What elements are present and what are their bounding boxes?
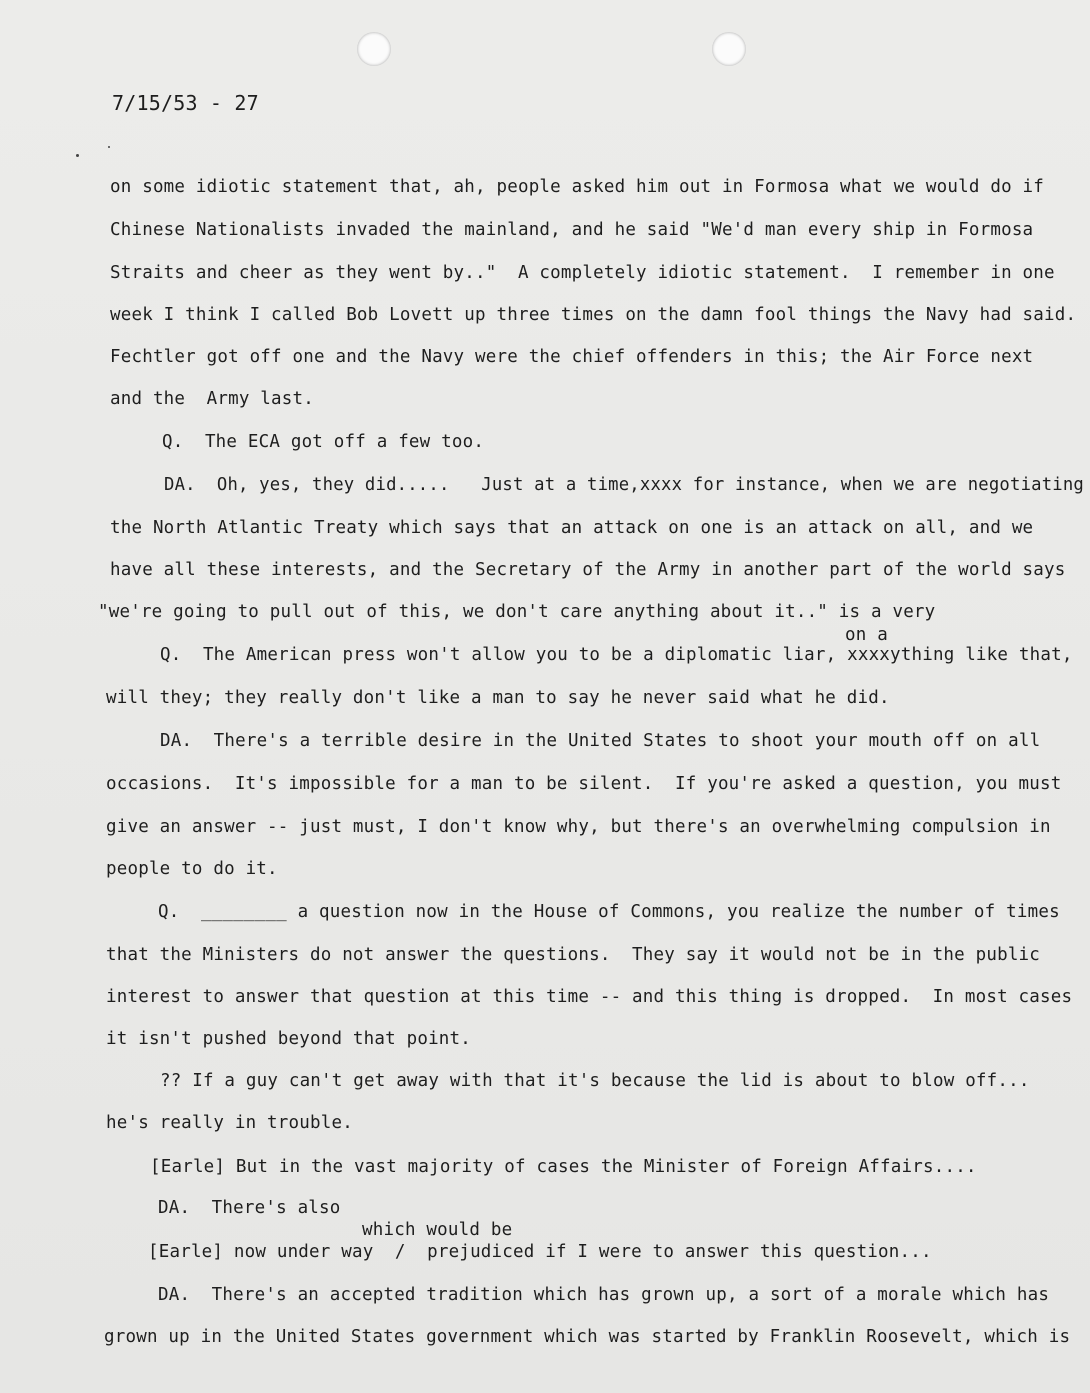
text-line: that the Ministers do not answer the questions. They say it would not be in the public bbox=[106, 945, 1041, 965]
text-line: people to do it. bbox=[106, 859, 278, 879]
text-line: he's really in trouble. bbox=[106, 1113, 353, 1133]
text-line: Q. ________ a question now in the House of Commons, you realize the number of times bbox=[158, 902, 1060, 922]
text-line: Chinese Nationalists invaded the mainland, and he said "We'd man every ship in Formosa bbox=[110, 220, 1034, 240]
text-line: it isn't pushed beyond that point. bbox=[106, 1029, 472, 1049]
text-line: ?? If a guy can't get away with that it's because the lid is about to blow off... bbox=[160, 1071, 1030, 1091]
text-line: give an answer -- just must, I don't know why, but there's an overwhelming compulsion in bbox=[106, 817, 1051, 837]
text-line: [Earle] But in the vast majority of cases the Minister of Foreign Affairs.... bbox=[150, 1157, 977, 1177]
text-line: will they; they really don't like a man to say he never said what he did. bbox=[106, 688, 890, 708]
text-line: "we're going to pull out of this, we don't care anything about it.." is a very bbox=[98, 602, 936, 622]
text-line: week I think I called Bob Lovett up three times on the damn fool things the Navy had said. bbox=[110, 305, 1077, 325]
handwritten-insertion: on a bbox=[845, 625, 888, 645]
text-line: DA. There's also bbox=[158, 1198, 341, 1218]
text-line: Straits and cheer as they went by.." A completely idiotic statement. I remember in one bbox=[110, 263, 1055, 283]
text-line: [Earle] now under way / prejudiced if I were to answer this question... bbox=[148, 1242, 932, 1262]
text-line: Fechtler got off one and the Navy were the chief offenders in this; the Air Force next bbox=[110, 347, 1034, 367]
text-line: the North Atlantic Treaty which says that an attack on one is an attack on all, and we bbox=[110, 518, 1034, 538]
text-line: Q. The American press won't allow you to be a diplomatic liar, xxxxything like that, bbox=[160, 645, 1073, 665]
text-line: on some idiotic statement that, ah, people asked him out in Formosa what we would do if bbox=[110, 177, 1045, 197]
punch-hole-right bbox=[712, 32, 746, 66]
paper-speck bbox=[108, 146, 110, 148]
text-line: DA. There's an accepted tradition which has grown up, a sort of a morale which has bbox=[158, 1285, 1050, 1305]
page-reference: 7/15/53 - 27 bbox=[112, 91, 259, 115]
paper-speck bbox=[76, 154, 79, 157]
text-line: DA. There's a terrible desire in the United States to shoot your mouth off on all bbox=[160, 731, 1041, 751]
handwritten-insertion: which would be bbox=[362, 1220, 513, 1240]
text-line: interest to answer that question at this time -- and this thing is dropped. In most cases bbox=[106, 987, 1073, 1007]
text-line: and the Army last. bbox=[110, 389, 314, 409]
text-line: occasions. It's impossible for a man to be silent. If you're asked a question, you must bbox=[106, 774, 1062, 794]
text-line: have all these interests, and the Secretary of the Army in another part of the world says bbox=[110, 560, 1066, 580]
text-line: Q. The ECA got off a few too. bbox=[162, 432, 485, 452]
text-line: grown up in the United States government which was started by Franklin Roosevelt, which is bbox=[104, 1327, 1071, 1347]
text-line: DA. Oh, yes, they did..... Just at a time,xxxx for instance, when we are negotiating bbox=[164, 475, 1085, 495]
punch-hole-left bbox=[357, 32, 391, 66]
